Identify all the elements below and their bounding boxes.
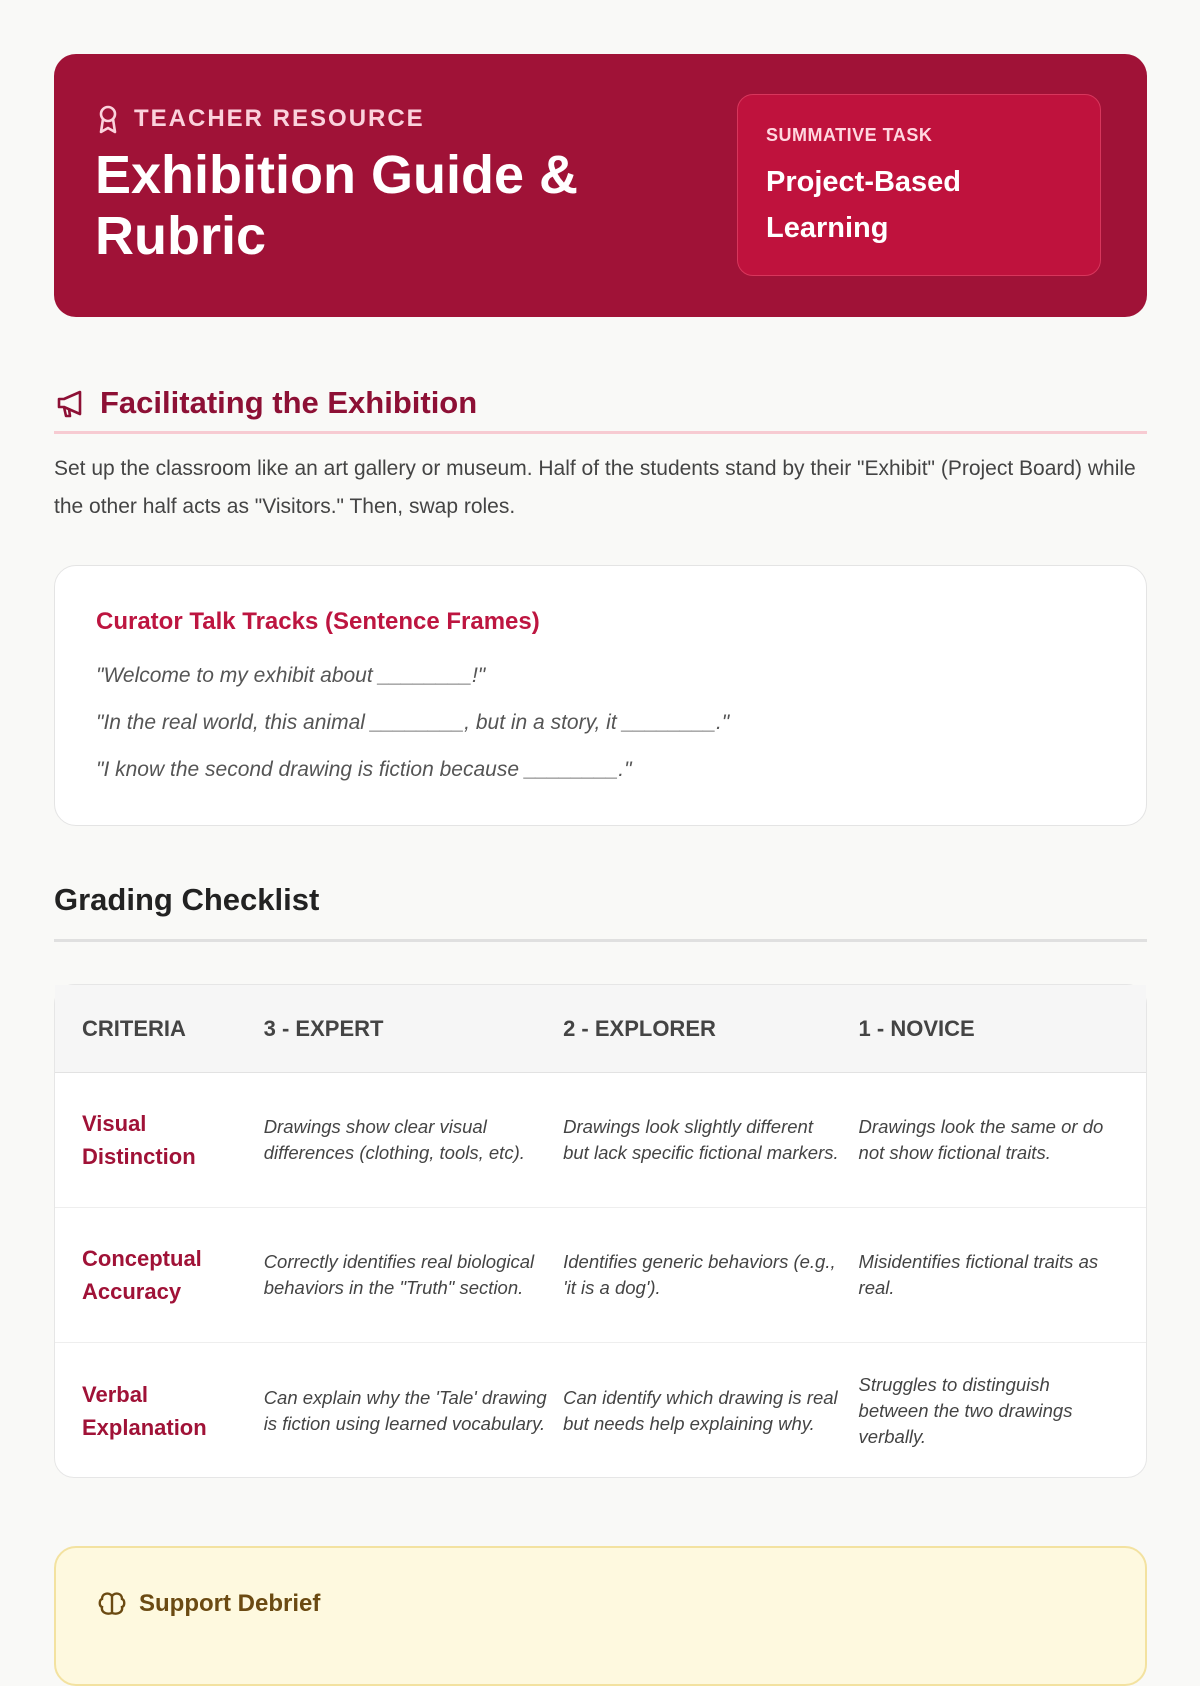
task-kicker: SUMMATIVE TASK (766, 125, 933, 145)
explorer-cell: Can identify which drawing is real but needs help explaining why. (563, 1386, 838, 1434)
talk-tracks-card (54, 565, 1147, 826)
table-row (55, 1208, 1146, 1343)
table-row (55, 1343, 1146, 1478)
page-title: Exhibition Guide & Rubric (95, 145, 578, 266)
kicker-label: TEACHER RESOURCE (134, 105, 425, 132)
sentence-frame: "In the real world, this animal ________, but in a story, it ________." (96, 711, 730, 734)
debrief-note (54, 1546, 1147, 1686)
resource-kicker (96, 104, 425, 134)
facilitating-title: Facilitating the Exhibition (100, 384, 478, 420)
table-row (55, 1073, 1146, 1208)
header-banner (54, 54, 1147, 317)
expert-cell: Can explain why the 'Tale' drawing is fiction using learned vocabulary. (263, 1386, 547, 1434)
header-novice: 1 - NOVICE (858, 1015, 975, 1041)
sentence-frame: "I know the second drawing is fiction because ________." (96, 758, 632, 781)
explorer-cell: Drawings look slightly different but lack specific fictional markers. (563, 1116, 839, 1163)
criteria-cell: Visual Distinction (82, 1111, 196, 1169)
criteria-cell: Verbal Explanation (82, 1381, 207, 1440)
rubric-table (54, 984, 1147, 1478)
novice-cell: Drawings look the same or do not show fictional traits. (858, 1116, 1104, 1163)
sentence-frame: "Welcome to my exhibit about ________!" (96, 664, 486, 687)
summative-task-card (737, 94, 1101, 276)
grading-title: Grading Checklist (54, 882, 320, 917)
page (54, 54, 1147, 1617)
talk-tracks-title: Curator Talk Tracks (Sentence Frames) (96, 608, 540, 635)
facilitating-heading (54, 374, 1147, 434)
header-expert: 3 - EXPERT (263, 1015, 384, 1041)
expert-cell: Drawings show clear visual differences (clothing, tools, etc). (263, 1116, 525, 1163)
expert-cell: Correctly identifies real biological behaviors in the "Truth" section. (263, 1251, 535, 1298)
facilitating-intro: Set up the classroom like an art gallery or museum. Half of the students stand by their "Exhibit" (Project Board) while the other half acts as "Visitors." Then, swap roles. (54, 457, 1136, 518)
rubric-header-row (55, 985, 1146, 1073)
novice-cell: Misidentifies fictional traits as real. (858, 1251, 1099, 1298)
megaphone-icon (54, 387, 86, 419)
grading-heading (54, 882, 1147, 942)
brain-icon (97, 1590, 127, 1620)
debrief-title: Support Debrief (139, 1590, 321, 1617)
criteria-cell: Conceptual Accuracy (82, 1246, 202, 1304)
header-explorer: 2 - EXPLORER (563, 1015, 716, 1041)
task-title: Project-Based Learning (766, 166, 962, 244)
explorer-cell: Identifies generic behaviors (e.g., 'it is a dog'). (563, 1251, 836, 1298)
award-icon (96, 104, 120, 134)
novice-cell: Struggles to distinguish between the two drawings verbally. (858, 1373, 1073, 1447)
header-criteria: CRITERIA (82, 1015, 186, 1041)
